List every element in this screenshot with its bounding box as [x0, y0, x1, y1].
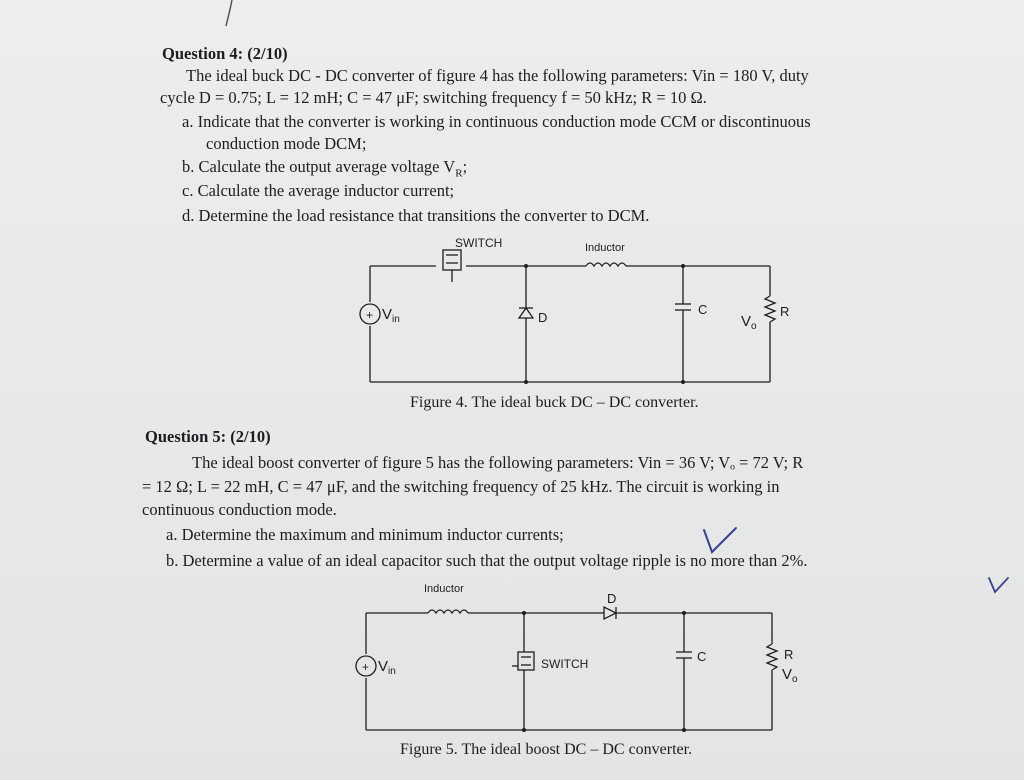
fig4-switch-label: SWITCH: [455, 236, 503, 250]
fig5-vin-label: $V_{in}$: [378, 658, 396, 677]
fig4-inductor-label: Inductor: [585, 242, 625, 254]
fig5-source-plus: +: [362, 660, 370, 674]
q4-item-b-end: ;: [462, 157, 468, 176]
q4-item-d: d. Determine the load resistance that transitions the converter to DCM.: [182, 206, 650, 225]
fig4-r-label: R: [780, 304, 790, 319]
fig5-diode-label: D: [607, 591, 617, 606]
fig5-switch-label: SWITCH: [541, 657, 589, 671]
q4-line-1: The ideal buck DC - DC converter of figure 4 has the following parameters: Vin = 180 V, duty: [186, 66, 809, 85]
fig4-source-plus: +: [366, 308, 374, 322]
fig5-vo-label: $V_o$: [782, 666, 798, 685]
q4-item-a-line-1: a. Indicate that the converter is working in continuous conduction mode CCM or discontinuous: [182, 112, 811, 131]
figure-4-caption: Figure 4. The ideal buck DC – DC converter.: [410, 394, 699, 411]
q5-item-b: b. Determine a value of an ideal capacitor such that the output voltage ripple is no more than 2%.: [166, 551, 808, 570]
figure-5-caption: Figure 5. The ideal boost DC – DC converter.: [400, 741, 693, 758]
q5-heading: Question 5: (2/10): [145, 427, 271, 446]
checkmark-icon: [700, 524, 740, 556]
pen-stroke-icon: [222, 0, 236, 30]
q4-item-b-text: b. Calculate the output average voltage V: [182, 157, 456, 176]
q4-line-2: cycle D = 0.75; L = 12 mH; C = 47 μF; switching frequency f = 50 kHz; R = 10 Ω.: [160, 88, 707, 107]
q4-item-c: c. Calculate the average inductor current;: [182, 181, 455, 200]
fig4-diode-label: D: [538, 310, 548, 325]
q5-line-1: The ideal boost converter of figure 5 has the following parameters: Vin = 36 V; Vₒ = 72 V; R: [192, 453, 804, 472]
q4-item-b-sub: R: [455, 167, 463, 180]
fig4-vo-label: $V_o$: [741, 313, 757, 332]
fig4-vin-label: $V_{in}$: [382, 306, 400, 325]
checkmark-icon: [986, 572, 1012, 598]
q4-item-a-line-2: conduction mode DCM;: [206, 134, 367, 153]
fig5-cap-label: C: [697, 649, 707, 664]
fig5-r-label: R: [784, 647, 794, 662]
q5-item-a: a. Determine the maximum and minimum inductor currents;: [166, 525, 564, 544]
q4-heading: Question 4: (2/10): [162, 44, 288, 63]
fig4-cap-label: C: [698, 302, 708, 317]
fig5-inductor-label: Inductor: [424, 583, 464, 595]
q5-line-2: = 12 Ω; L = 22 mH, C = 47 μF, and the switching frequency of 25 kHz. The circuit is working in: [142, 477, 780, 496]
q5-line-3: continuous conduction mode.: [142, 500, 337, 519]
